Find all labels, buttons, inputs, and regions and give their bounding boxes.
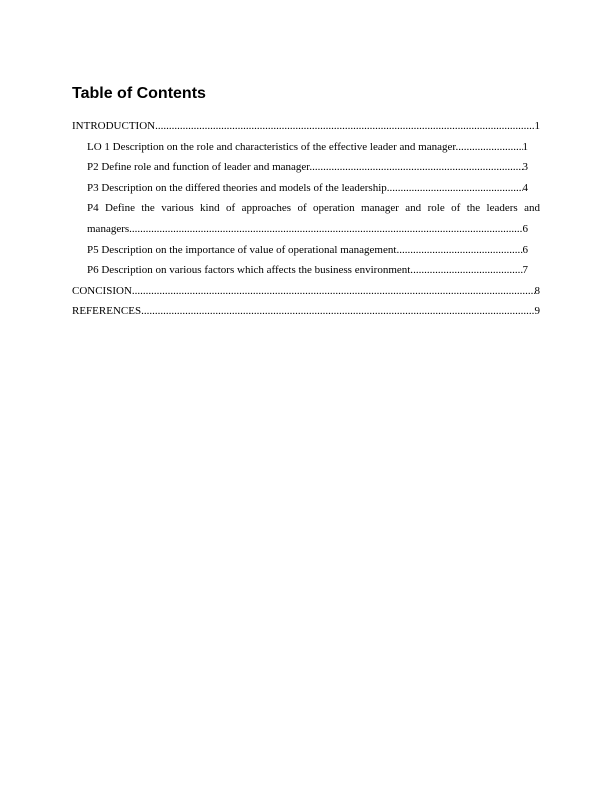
toc-entry-label: P6 Description on various factors which affects the business environment.	[87, 264, 414, 277]
dot-leader	[155, 116, 534, 137]
toc-entry-label-line1: P4 Define the various kind of approaches of operation manager and role of the leaders and	[87, 202, 540, 215]
toc-entry-page: 1	[534, 120, 540, 132]
table-of-contents	[72, 116, 540, 322]
toc-entry-p3[interactable]	[72, 178, 540, 199]
toc-entry-p2[interactable]	[72, 157, 540, 178]
toc-entry-page: 6	[522, 243, 528, 256]
toc-entry-references[interactable]	[72, 301, 540, 322]
dot-leader	[141, 301, 534, 322]
toc-entry-introduction[interactable]	[72, 116, 540, 137]
dot-leader	[390, 178, 523, 199]
toc-entry-concision[interactable]	[72, 281, 540, 302]
toc-entry-page: 3	[522, 161, 528, 174]
toc-entry-label: INTRODUCTION	[72, 120, 156, 132]
toc-entry-p6[interactable]	[72, 260, 540, 281]
toc-entry-label: CONCISION	[72, 284, 132, 297]
toc-title: Table of Contents	[72, 85, 206, 102]
toc-entry-page: 9	[534, 305, 540, 318]
toc-entry-page: 8	[534, 284, 540, 297]
toc-entry-label: REFERENCES	[72, 305, 142, 318]
toc-entry-page: 7	[522, 264, 528, 277]
dot-leader	[458, 137, 522, 158]
toc-entry-label: LO 1 Description on the role and characteristics of the effective leader and manager.	[87, 140, 459, 153]
toc-entry-label: P5 Description on the importance of value of operational management	[87, 243, 397, 256]
toc-entry-page: 6	[522, 222, 528, 235]
toc-entry-lo1[interactable]	[72, 137, 540, 158]
dot-leader	[132, 219, 523, 240]
toc-entry-label-line2: managers.	[87, 222, 132, 235]
dot-leader	[312, 157, 522, 178]
toc-entry-line2	[87, 219, 540, 240]
toc-entry-p4[interactable]	[72, 198, 540, 239]
toc-entry-page: 1	[522, 140, 528, 153]
toc-entry-label: P2 Define role and function of leader and manager.	[87, 161, 313, 174]
dot-leader	[413, 260, 522, 281]
toc-entry-label: P3 Description on the differed theories and models of the leadership.	[87, 181, 390, 194]
toc-entry-page: 4	[522, 181, 528, 194]
toc-entry-p5[interactable]	[72, 240, 540, 261]
dot-leader	[132, 281, 535, 302]
dot-leader	[396, 240, 522, 261]
